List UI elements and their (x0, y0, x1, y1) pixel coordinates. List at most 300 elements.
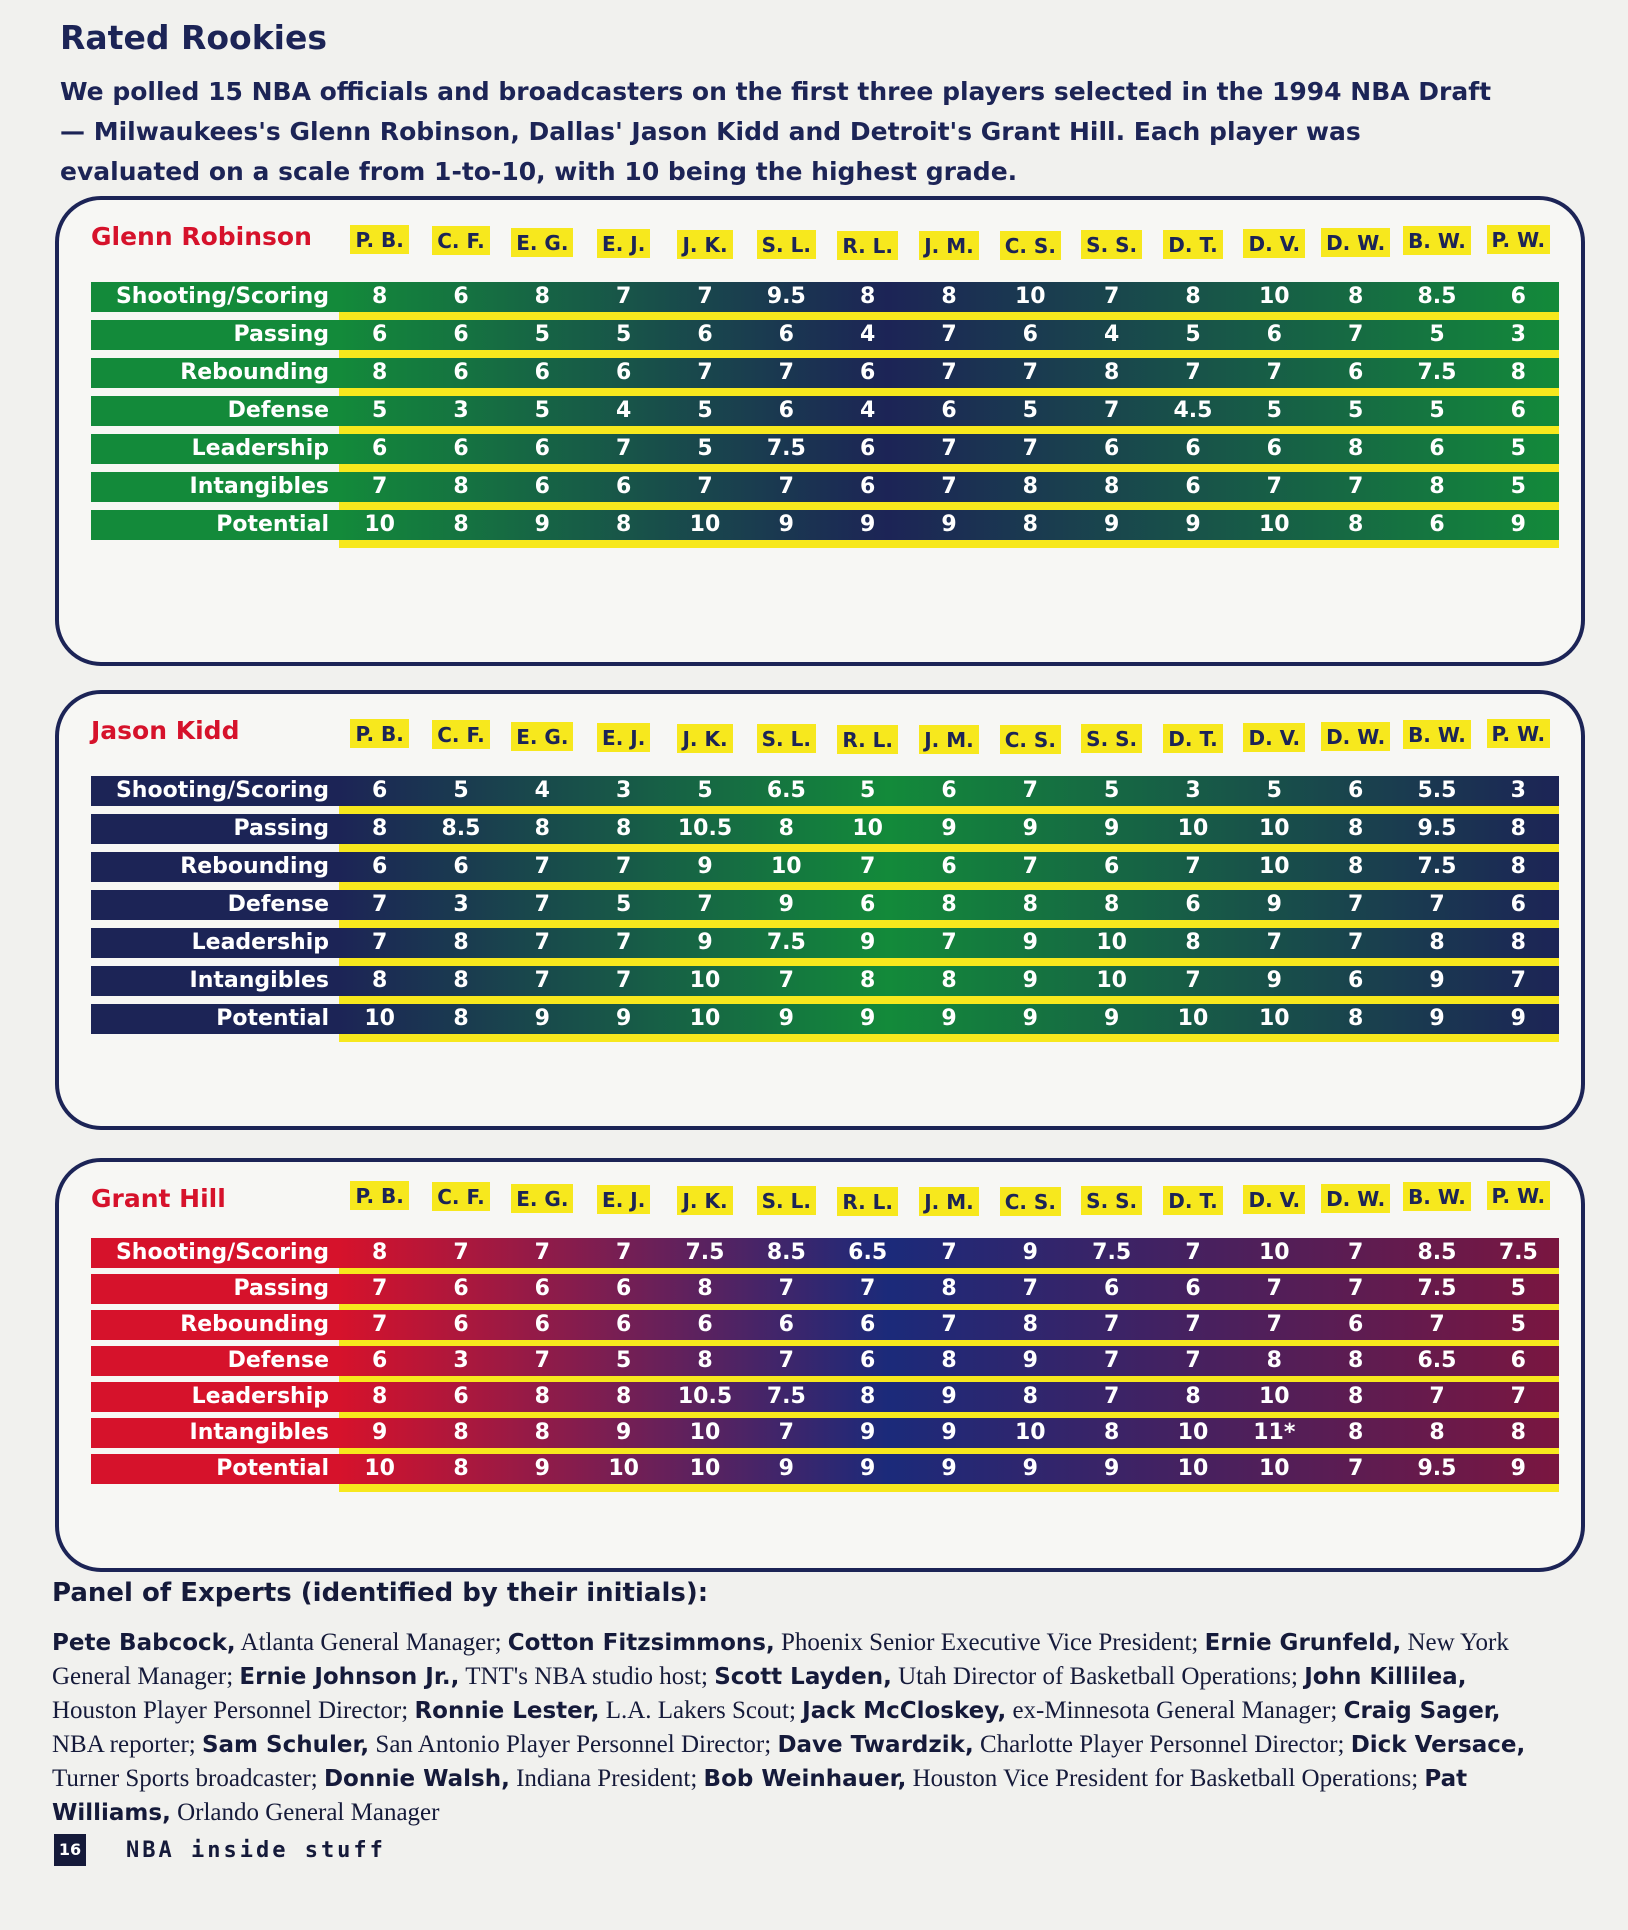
score-cell: 7 (1510, 968, 1526, 993)
score-cell: 8 (697, 1348, 713, 1373)
score-cell: 7 (1022, 1276, 1038, 1301)
score-cell: 9 (1022, 1240, 1038, 1265)
page-title: Rated Rookies (60, 18, 327, 57)
score-cell: 8 (1510, 854, 1526, 879)
score-cell: 6 (697, 322, 713, 347)
score-cell: 4 (860, 398, 876, 423)
judge-header (908, 1180, 989, 1216)
score-cell: 8 (1348, 854, 1364, 879)
score-cell: 9 (1266, 892, 1282, 917)
player-name: Grant Hill (91, 1184, 226, 1213)
rating-row (91, 1454, 1559, 1492)
score-cell: 6.5 (848, 1240, 888, 1265)
score-cell: 8 (1510, 816, 1526, 841)
score-cell: 4 (860, 322, 876, 347)
score-cell: 9 (1104, 816, 1120, 841)
score-cell: 4 (616, 398, 632, 423)
category-label: Passing (91, 1274, 339, 1304)
score-cell: 5 (616, 892, 632, 917)
score-cell: 10 (1259, 816, 1290, 841)
score-cell: 8 (1185, 1384, 1201, 1409)
expert-name: Scott Layden, (714, 1664, 892, 1690)
score-cell: 7 (1104, 1348, 1120, 1373)
score-cell: 10 (771, 854, 802, 879)
score-cell: 7 (1348, 930, 1364, 955)
score-cell: 9 (860, 512, 876, 537)
score-band (339, 358, 1559, 388)
score-cell: 5 (1104, 778, 1120, 803)
score-cell: 6 (1104, 854, 1120, 879)
expert-role: Utah Director of Basketball Operations; (891, 1663, 1305, 1690)
experts-title: Panel of Experts (identified by their initials): (52, 1578, 709, 1608)
score-cell: 8 (941, 284, 957, 309)
score-band (339, 776, 1559, 806)
score-cell: 7 (534, 1348, 550, 1373)
judge-header (1071, 223, 1152, 259)
judge-header (1478, 1174, 1559, 1210)
judge-initials: J. M. (919, 231, 979, 260)
score-cell: 9.5 (766, 284, 806, 309)
rating-row (91, 966, 1559, 1004)
expert-name: Ernie Johnson Jr., (239, 1664, 460, 1690)
expert-role: San Antonio Player Personnel Director; (369, 1731, 778, 1758)
judge-initials: B. W. (1403, 1182, 1471, 1211)
score-cell: 7.5 (766, 930, 806, 955)
score-cell: 9 (860, 930, 876, 955)
score-cell: 5 (1429, 398, 1445, 423)
judge-initials: D. V. (1243, 229, 1305, 258)
score-cell: 9 (941, 1384, 957, 1409)
score-cell: 7 (1022, 436, 1038, 461)
expert-name: Jack McCloskey, (802, 1698, 1007, 1724)
expert-name: Pete Babcock, (52, 1630, 236, 1656)
judge-initials: S. S. (1081, 1186, 1142, 1215)
score-cell: 7 (697, 892, 713, 917)
score-cell: 8 (1266, 1348, 1282, 1373)
judge-header (1478, 218, 1559, 254)
score-cell: 4 (1104, 322, 1120, 347)
score-cell: 8 (453, 930, 469, 955)
score-cell: 6 (372, 778, 388, 803)
score-cell: 9 (1185, 512, 1201, 537)
category-label: Potential (91, 510, 339, 540)
judge-header (827, 224, 908, 260)
category-label: Rebounding (91, 1310, 339, 1340)
score-cell: 6 (778, 1312, 794, 1337)
score-cell: 9.5 (1417, 1456, 1457, 1481)
score-cell: 8 (453, 512, 469, 537)
score-cell: 6 (372, 436, 388, 461)
score-cell: 9 (534, 1456, 550, 1481)
score-cell: 7 (778, 1276, 794, 1301)
score-cell: 9 (1429, 968, 1445, 993)
rating-row (91, 814, 1559, 852)
score-cell: 8 (1348, 1420, 1364, 1445)
yellow-stripe (339, 844, 1559, 852)
judge-header (1315, 221, 1396, 257)
score-cell: 8 (1104, 360, 1120, 385)
score-cell: 8 (1022, 1312, 1038, 1337)
score-cell: 6 (1510, 1348, 1526, 1373)
score-cell: 6 (1429, 436, 1445, 461)
score-cell: 8 (1510, 930, 1526, 955)
judge-initials: E. J. (597, 229, 650, 258)
score-cell: 9 (1510, 1456, 1526, 1481)
score-cell: 6 (453, 360, 469, 385)
score-cell: 7 (778, 474, 794, 499)
score-cell: 10 (689, 512, 721, 537)
judge-header (1234, 1178, 1315, 1214)
score-cell: 8 (1022, 474, 1038, 499)
score-cell: 4.5 (1173, 398, 1213, 423)
rating-row (91, 320, 1559, 358)
score-cell: 6 (860, 360, 876, 385)
score-cell: 7 (1266, 930, 1282, 955)
score-cell: 8 (372, 968, 388, 993)
score-cell: 3 (453, 1348, 469, 1373)
expert-role: ex-Minnesota General Manager; (1006, 1697, 1344, 1724)
score-cell: 5.5 (1417, 778, 1457, 803)
score-cell: 6 (1022, 322, 1038, 347)
score-band (339, 1274, 1559, 1304)
judge-initials: S. L. (757, 1186, 816, 1215)
score-band (339, 1346, 1559, 1376)
expert-name: Dick Versace, (1350, 1732, 1526, 1758)
score-cell: 8 (1348, 1384, 1364, 1409)
judge-initials: P. W. (1487, 225, 1551, 254)
score-cell: 8 (534, 1384, 550, 1409)
judge-header (1152, 1179, 1233, 1215)
score-cell: 7 (1022, 854, 1038, 879)
rating-row (91, 928, 1559, 966)
score-band (339, 396, 1559, 426)
rating-row (91, 282, 1559, 320)
judge-initials: J. K. (677, 1186, 732, 1215)
score-cell: 7 (941, 930, 957, 955)
score-cell: 6 (860, 1312, 876, 1337)
score-cell: 5 (697, 398, 713, 423)
score-cell: 8 (372, 1240, 388, 1265)
score-cell: 8 (778, 816, 794, 841)
score-cell: 7 (941, 322, 957, 347)
score-cell: 6 (616, 360, 632, 385)
score-cell: 8 (616, 1384, 632, 1409)
rating-row (91, 358, 1559, 396)
judge-initials: P. W. (1487, 719, 1551, 748)
score-cell: 7 (453, 1240, 469, 1265)
score-cell: 9 (778, 1456, 794, 1481)
judge-initials: R. L. (837, 1187, 898, 1216)
score-cell: 10 (364, 512, 395, 537)
score-band (339, 966, 1559, 996)
score-cell: 7 (616, 436, 632, 461)
judge-header (664, 1179, 745, 1215)
yellow-stripe (339, 426, 1559, 434)
category-label: Leadership (91, 434, 339, 464)
score-cell: 10 (364, 1456, 395, 1481)
rating-row (91, 472, 1559, 510)
judge-header (1396, 713, 1477, 749)
score-cell: 7 (372, 892, 388, 917)
judge-initials: C. S. (1000, 725, 1061, 754)
expert-role: New York General Manager; (52, 1629, 1509, 1690)
score-cell: 9 (1510, 1006, 1526, 1031)
score-cell: 8 (1348, 1006, 1364, 1031)
score-cell: 9 (941, 816, 957, 841)
score-cell: 8 (860, 284, 876, 309)
score-cell: 8 (941, 1276, 957, 1301)
judge-header (664, 717, 745, 753)
score-cell: 5 (697, 778, 713, 803)
score-cell: 8 (453, 474, 469, 499)
score-cell: 8 (534, 1420, 550, 1445)
score-cell: 9.5 (1417, 816, 1457, 841)
score-cell: 9 (941, 1006, 957, 1031)
score-cell: 10 (1096, 968, 1127, 993)
category-label: Passing (91, 320, 339, 350)
score-cell: 10 (1177, 1456, 1209, 1481)
rating-row (91, 396, 1559, 434)
category-label: Passing (91, 814, 339, 844)
judge-header (1152, 223, 1233, 259)
score-cell: 9 (1104, 1006, 1120, 1031)
score-cell: 6 (778, 322, 794, 347)
score-cell: 7 (616, 854, 632, 879)
category-label: Defense (91, 890, 339, 920)
score-cell: 10 (1015, 1420, 1046, 1445)
score-cell: 7 (778, 360, 794, 385)
expert-role: Phoenix Senior Executive Vice President; (774, 1629, 1205, 1656)
judge-header (908, 718, 989, 754)
judge-initials: S. L. (757, 230, 816, 259)
score-cell: 8.5 (441, 816, 481, 841)
judge-initials: P. W. (1487, 1181, 1551, 1210)
expert-role: Charlotte Player Personnel Director; (973, 1731, 1351, 1758)
score-cell: 8 (616, 512, 632, 537)
judge-header (1315, 1177, 1396, 1213)
score-cell: 7 (941, 360, 957, 385)
yellow-stripe (339, 464, 1559, 472)
score-cell: 9 (616, 1420, 632, 1445)
score-cell: 6 (1104, 436, 1120, 461)
score-cell: 9 (1022, 816, 1038, 841)
score-cell: 10.5 (677, 1384, 733, 1409)
score-cell: 6 (453, 284, 469, 309)
score-cell: 9 (1022, 968, 1038, 993)
expert-role: Houston Player Personnel Director; (52, 1697, 415, 1724)
rating-row (91, 1004, 1559, 1042)
score-cell: 9 (1104, 512, 1120, 537)
score-cell: 7 (1266, 360, 1282, 385)
rating-row (91, 1274, 1559, 1312)
score-cell: 7 (1104, 1312, 1120, 1337)
rating-row (91, 1346, 1559, 1384)
judge-header (583, 1178, 664, 1214)
score-cell: 8 (1429, 474, 1445, 499)
judge-initials: P. B. (350, 1181, 408, 1210)
expert-role: Houston Vice President for Basketball Operations; (906, 1765, 1425, 1792)
score-cell: 7 (1104, 1384, 1120, 1409)
player-name: Glenn Robinson (91, 222, 312, 251)
judge-header (583, 716, 664, 752)
score-cell: 7 (778, 968, 794, 993)
score-cell: 9 (941, 1420, 957, 1445)
score-cell: 7 (372, 1312, 388, 1337)
score-cell: 8.5 (1417, 284, 1457, 309)
judge-header (420, 219, 501, 255)
score-cell: 8 (372, 816, 388, 841)
expert-name: Pat Williams, (52, 1766, 1468, 1826)
expert-name: Craig Sager, (1343, 1698, 1501, 1724)
score-cell: 6 (1104, 1276, 1120, 1301)
score-cell: 7.5 (1092, 1240, 1132, 1265)
yellow-stripe (339, 1484, 1559, 1492)
judge-header (420, 713, 501, 749)
expert-name: Sam Schuler, (201, 1732, 370, 1758)
score-cell: 7 (372, 1276, 388, 1301)
judge-initials: E. G. (511, 1184, 573, 1213)
score-cell: 10 (689, 1456, 721, 1481)
expert-name: Ernie Grunfeld, (1204, 1630, 1402, 1656)
judge-initials: P. B. (350, 225, 408, 254)
rating-row (91, 776, 1559, 814)
score-cell: 7 (1510, 1384, 1526, 1409)
score-cell: 6 (1185, 1276, 1201, 1301)
judge-initials: J. M. (919, 1187, 979, 1216)
score-cell: 6 (941, 854, 957, 879)
category-label: Leadership (91, 928, 339, 958)
judge-header (1234, 716, 1315, 752)
score-cell: 8 (1104, 892, 1120, 917)
score-cell: 9 (1022, 1456, 1038, 1481)
score-cell: 8 (453, 1456, 469, 1481)
score-cell: 6 (534, 1312, 550, 1337)
judge-initials: D. T. (1163, 1186, 1222, 1215)
score-cell: 7 (1429, 1384, 1445, 1409)
judge-header (502, 715, 583, 751)
score-cell: 10 (1259, 1384, 1290, 1409)
score-cell: 8 (1510, 360, 1526, 385)
score-cell: 4 (534, 778, 550, 803)
score-cell: 6 (453, 1384, 469, 1409)
score-cell: 7 (1022, 778, 1038, 803)
score-cell: 9 (1266, 968, 1282, 993)
score-cell: 8 (941, 892, 957, 917)
category-label: Defense (91, 1346, 339, 1376)
score-cell: 8 (1348, 1348, 1364, 1373)
score-cell: 7 (941, 1240, 957, 1265)
judge-header (502, 221, 583, 257)
score-cell: 10 (1177, 816, 1209, 841)
judge-initials: E. G. (511, 228, 573, 257)
score-cell: 7 (1266, 1312, 1282, 1337)
judge-header (990, 718, 1071, 754)
score-cell: 5 (1510, 1312, 1526, 1337)
score-cell: 7 (778, 1420, 794, 1445)
expert-name: Donnie Walsh, (323, 1766, 510, 1792)
score-cell: 6 (453, 1276, 469, 1301)
score-cell: 9 (778, 892, 794, 917)
score-cell: 9 (1022, 1006, 1038, 1031)
score-cell: 11* (1253, 1420, 1296, 1445)
score-cell: 6 (534, 1276, 550, 1301)
yellow-stripe (339, 920, 1559, 928)
score-cell: 6 (860, 892, 876, 917)
score-cell: 8 (1185, 930, 1201, 955)
score-cell: 9 (1104, 1456, 1120, 1481)
player-panel-glenn-robinson (55, 196, 1585, 666)
score-cell: 8 (1104, 474, 1120, 499)
category-label: Intangibles (91, 966, 339, 996)
score-band (339, 928, 1559, 958)
score-cell: 5 (1510, 1276, 1526, 1301)
score-cell: 8 (372, 360, 388, 385)
score-cell: 7 (1104, 398, 1120, 423)
judge-header (746, 717, 827, 753)
score-cell: 7 (1429, 1312, 1445, 1337)
score-cell: 8 (453, 1006, 469, 1031)
score-cell: 8 (1348, 284, 1364, 309)
judge-header (1152, 717, 1233, 753)
score-cell: 7 (1104, 284, 1120, 309)
score-cell: 9 (941, 512, 957, 537)
score-cell: 7 (941, 474, 957, 499)
score-cell: 7 (1348, 322, 1364, 347)
score-cell: 5 (534, 322, 550, 347)
score-band (339, 434, 1559, 464)
judge-initials: R. L. (837, 231, 898, 260)
score-cell: 7.5 (766, 436, 806, 461)
score-cell: 8 (372, 284, 388, 309)
score-cell: 5 (372, 398, 388, 423)
judge-initials: R. L. (837, 725, 898, 754)
expert-role: Atlanta General Manager; (235, 1629, 508, 1656)
score-cell: 5 (1348, 398, 1364, 423)
category-label: Intangibles (91, 1418, 339, 1448)
score-cell: 10 (689, 1006, 721, 1031)
score-cell: 6 (453, 436, 469, 461)
score-cell: 10 (1259, 1006, 1290, 1031)
judge-header (1071, 717, 1152, 753)
score-cell: 7 (860, 1276, 876, 1301)
score-cell: 8 (453, 968, 469, 993)
publication-name: NBA inside stuff (126, 1838, 386, 1863)
expert-name: Bob Weinhauer, (703, 1766, 907, 1792)
score-cell: 8 (941, 968, 957, 993)
score-cell: 6.5 (766, 778, 806, 803)
score-cell: 6 (453, 1312, 469, 1337)
score-cell: 3 (1510, 322, 1526, 347)
score-cell: 7 (1266, 474, 1282, 499)
rating-row (91, 434, 1559, 472)
yellow-stripe (339, 388, 1559, 396)
score-cell: 10 (1259, 1240, 1290, 1265)
score-cell: 7.5 (1417, 1276, 1457, 1301)
score-cell: 9 (860, 1420, 876, 1445)
score-cell: 10 (689, 968, 721, 993)
judge-initials: C. F. (432, 226, 490, 255)
intro-text: We polled 15 NBA officials and broadcasters on the first three players selected in the 1994 NBA Draft — Milwaukees's Glenn Robinson, Dallas' Jason Kidd and Detroit's Grant Hill. Each player was evaluated on a scale from 1-to-10, with 10 being the highest grade. (60, 77, 1492, 186)
score-cell: 8 (372, 1384, 388, 1409)
score-cell: 7.5 (1417, 360, 1457, 385)
category-label: Rebounding (91, 852, 339, 882)
judge-initials: J. K. (677, 230, 732, 259)
expert-name: Cotton Fitzsimmons, (507, 1630, 775, 1656)
score-cell: 7 (372, 474, 388, 499)
score-cell: 7 (616, 968, 632, 993)
score-cell: 7 (1348, 474, 1364, 499)
category-label: Defense (91, 396, 339, 426)
